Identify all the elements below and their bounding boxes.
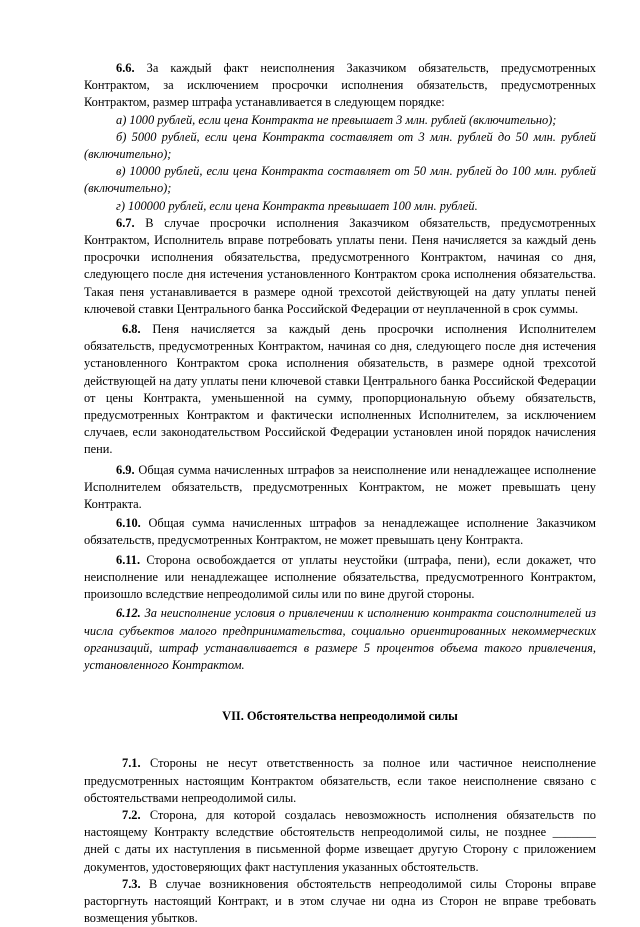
clause-number: 7.3.	[122, 876, 141, 891]
clause-number: 6.10.	[116, 516, 141, 531]
clause-6-8	[84, 321, 596, 459]
clause-text: Общая сумма начисленных штрафов за неисполнение или ненадлежащее исполнение Исполнителем обязательств, предусмотренных Контрактом, не может превышать цену Контракта.	[84, 462, 596, 512]
clause-number: 7.1.	[122, 756, 141, 771]
clause-7-2	[84, 807, 596, 876]
clause-text: За каждый факт неисполнения Заказчиком обязательств, предусмотренных Контрактом, за исключением просрочки исполнения обязательств, предусмотренных Контрактом, размер штрафа устанавливается в следующем порядке:	[84, 61, 596, 110]
clause-text: Пеня начисляется за каждый день просрочки исполнения Исполнителем обязательств, предусмотренных Контрактом, начиная со дня, следующего после дня истечения установленного Контрактом срока исполнения обязательств, в размере одной трехсотой действующей на дату уплаты пени ключевой ставки Центрального банка Российской Федерации от цены Контракта, уменьшенной на сумму, пропорциональную объему обязательств, предусмотренных Контрактом и фактически исполненных Исполнителем, за исключением случаев, если законодательством Российской Федерации установлен иной порядок начисления пени.	[84, 322, 596, 457]
clause-text: В случае просрочки исполнения Заказчиком обязательств, предусмотренных Контрактом, Исполнитель вправе потребовать уплаты пени. Пеня начисляется за каждый день просрочки исполнения обязательства, предусмотренного Контрактом, начиная со дня, следующего после дня истечения установленного Контрактом срока исполнения обязательства. Такая пеня устанавливается в размере одной трехсотой действующей на дату уплаты пеней ключевой ставки Центрального банка Российской Федерации от неуплаченной в срок суммы.	[84, 215, 596, 316]
clause-text: В случае возникновения обстоятельств непреодолимой силы Стороны вправе расторгнуть настоящий Контракт, и в этом случае ни одна из Сторон не вправе требовать возмещения убытков.	[84, 876, 596, 926]
document-page	[84, 60, 596, 927]
fine-list-item-v: в) 10000 рублей, если цена Контракта составляет от 50 млн. рублей до 100 млн. рублей (включительно);	[84, 164, 596, 196]
clause-number: 7.2.	[122, 807, 141, 822]
clause-text: Общая сумма начисленных штрафов за ненадлежащее исполнение Заказчиком обязательств, предусмотренных Контрактом, не может превышать цену Контракта.	[84, 516, 596, 548]
section-title: VII. Обстоятельства непреодолимой силы	[222, 709, 458, 724]
clause-6-12	[84, 605, 596, 674]
clause-7-1	[84, 755, 596, 807]
clause-number: 6.8.	[122, 322, 141, 337]
clause-6-9	[84, 462, 596, 514]
clause-6-10	[84, 515, 596, 549]
clause-number: 6.11.	[116, 552, 141, 567]
fine-list-item-a: а) 1000 рублей, если цена Контракта не превышает 3 млн. рублей (включительно);	[116, 112, 557, 127]
clause-number: 6.9.	[116, 462, 135, 477]
clause-7-3	[84, 876, 596, 927]
clause-6-11	[84, 552, 596, 604]
clause-text: Сторона, для которой создалась невозможность исполнения обязательств по настоящему Контракту вследствие обстоятельств непреодолимой силы, не позднее _______ дней с даты их наступления в письменной форме извещает другую Сторону с приложением документов, удостоверяющих факт наступления указанных обстоятельств.	[84, 807, 596, 874]
clause-number: 6.6.	[116, 61, 135, 75]
clause-text: Стороны не несут ответственность за полное или частичное неисполнение предусмотренных настоящим Контрактом обязательств, если такое неисполнение связано с обстоятельствами непреодолимой силы.	[84, 756, 596, 805]
clause-6-6	[84, 60, 596, 112]
clause-6-7	[84, 215, 596, 318]
clause-text: За неисполнение условия о привлечении к исполнению контракта соисполнителей из числа субъектов малого предпринимательства, социально ориентированных некоммерческих организаций, штраф устанавливается в размере 5 процентов объема такого привлечения, установленного Контрактом.	[84, 606, 596, 672]
clause-text: Сторона освобождается от уплаты неустойки (штрафа, пени), если докажет, что неисполнение или ненадлежащее исполнение обязательства, предусмотренного Контрактом, произошло вследствие непреодолимой силы или по вине другой стороны.	[84, 552, 596, 602]
fine-list-item-g: г) 100000 рублей, если цена Контракта превышает 100 млн. рублей.	[116, 198, 478, 213]
clause-number: 6.7.	[116, 215, 135, 230]
fine-list-item-b: б) 5000 рублей, если цена Контракта составляет от 3 млн. рублей до 50 млн. рублей (включительно);	[84, 129, 596, 162]
clause-number: 6.12.	[116, 606, 141, 621]
